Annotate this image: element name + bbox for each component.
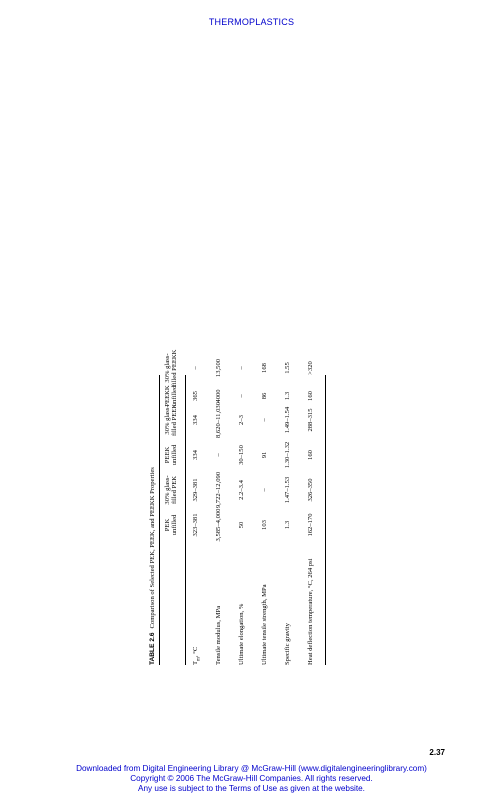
table-cell: 162–170	[307, 513, 314, 537]
footer-download-link[interactable]: Downloaded from Digital Engineering Library @ McGraw-Hill (www.digitalengineeringlibrary.com)	[76, 764, 427, 773]
table-cell: 103	[261, 520, 268, 530]
table-cell: 8,620–11,030	[215, 401, 222, 439]
top-rule	[159, 375, 160, 665]
table-cell: 2.2–3.4	[238, 480, 245, 500]
table-cell: 30–150	[238, 445, 245, 465]
table-cell: 50	[238, 521, 245, 529]
table-caption	[149, 467, 156, 665]
rotated-table	[145, 349, 330, 665]
col-header-peekk: PEEKK unfilled	[164, 385, 178, 407]
footer-terms: Any use is subject to the Terms of Use as given at the website.	[138, 784, 365, 793]
table-cell: –	[238, 366, 245, 370]
table-cell: >320	[307, 361, 314, 375]
table-cell: 9,722–12,090	[215, 471, 222, 509]
table-cell: 1.47–1.53	[284, 476, 291, 504]
table-cell: 160	[307, 450, 314, 460]
table-cell: –	[192, 366, 199, 370]
table-cell: 168	[261, 363, 268, 373]
table-cell: –	[261, 418, 268, 422]
table-cell: 334	[192, 415, 199, 425]
col-header-pek: PEK unfilled	[164, 514, 178, 536]
row-label: Heat deflection temperature, °C, 264 psi	[307, 558, 314, 665]
table-cell: 288–315	[307, 408, 314, 432]
bottom-rule	[325, 375, 326, 665]
table-cell: –	[215, 453, 222, 457]
table-caption-text: Comparison of Selected PEK, PEEK, and PEEKK Properties	[149, 467, 156, 629]
table-cell: 334	[192, 450, 199, 460]
table-label: TABLE 2.6	[149, 632, 156, 665]
table-cell: 365	[192, 391, 199, 401]
col-header-gf-peekk: 30% glass- filled PEEKK	[164, 349, 178, 387]
table-cell: 329–381	[192, 478, 199, 502]
row-label-tm: $T_m$, °C	[192, 646, 202, 665]
table-cell: 1.3	[284, 520, 291, 530]
table-cell: 2–3	[238, 415, 245, 425]
table-cell: 3,585–4,000	[215, 508, 222, 542]
page-number: 2.37	[429, 748, 445, 757]
col-header-peek: PEEK unfilled	[164, 444, 178, 466]
table-cell: 1.30–1.32	[284, 441, 291, 469]
row-label: Ultimate tensile strength, MPa	[261, 584, 268, 665]
table-cell: 326–350	[307, 478, 314, 502]
table-cell: 160	[307, 391, 314, 401]
row-label: Ultimate elongation, %	[238, 603, 245, 665]
table-cell: 91	[261, 451, 268, 459]
table-cell: 86	[261, 392, 268, 400]
table-cell: 4000	[215, 389, 222, 403]
table-cell: –	[238, 394, 245, 398]
col-header-gf-peek: 30% glass- filled PEEK	[164, 403, 178, 437]
header-rule	[185, 375, 186, 665]
table-cell: 1.49–1.54	[284, 406, 291, 434]
col-header-gf-pek: 30% glass- filled PEK	[164, 475, 178, 505]
table-cell: –	[261, 488, 268, 492]
footer-copyright: Copyright © 2006 The McGraw-Hill Companies. All rights reserved.	[130, 774, 373, 783]
row-label: Specific gravity	[284, 623, 291, 665]
row-label: Tensile modulus, MPa	[215, 605, 222, 665]
table-cell: 1.3	[284, 391, 291, 401]
table-cell: 323–381	[192, 513, 199, 537]
table-cell: 13,500	[215, 358, 222, 378]
running-header: THERMOPLASTICS	[208, 17, 295, 27]
table-cell: 1.55	[284, 362, 291, 374]
